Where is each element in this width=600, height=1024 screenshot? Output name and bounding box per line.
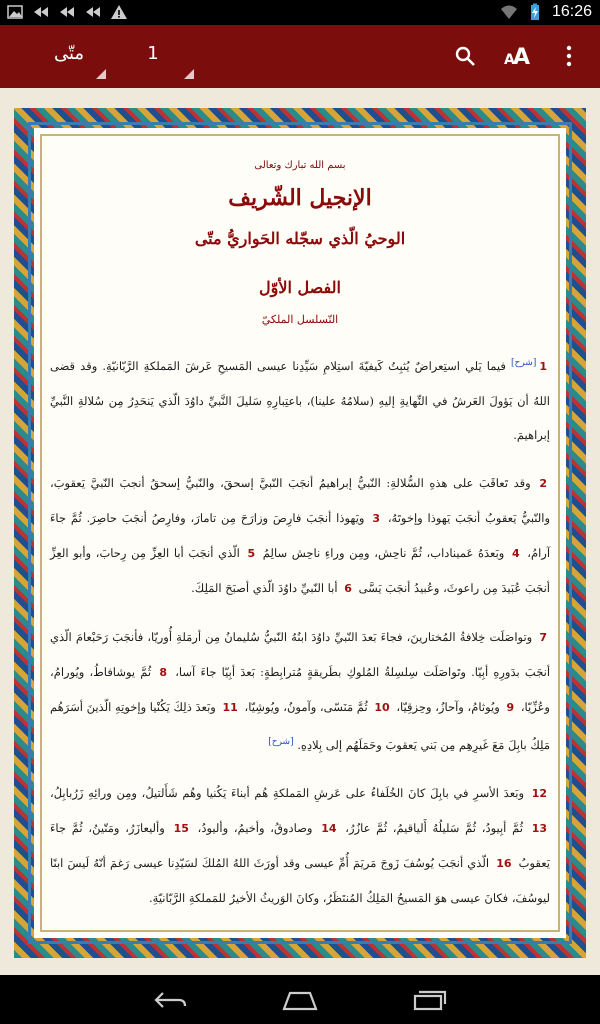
navigation-bar xyxy=(0,975,600,1024)
verse-number[interactable]: 9 xyxy=(506,700,515,714)
font-size-button[interactable] xyxy=(502,41,532,71)
dropdown-indicator-icon xyxy=(96,69,106,79)
paragraph xyxy=(50,620,550,762)
verse-number[interactable]: 5 xyxy=(247,546,256,560)
home-icon xyxy=(282,989,318,1011)
book-selector[interactable] xyxy=(30,25,108,85)
back-arrows-icon xyxy=(58,3,76,21)
book-subtitle: الوحيُ الّذي سجّله الحَواريُّ متّى xyxy=(194,229,406,248)
dropdown-indicator-icon xyxy=(184,69,194,79)
verse-text: ثُمَّ مَنَسّى، وآمونُ، ويُوشِيّا، xyxy=(244,699,368,714)
verse-number[interactable]: 6 xyxy=(344,581,352,595)
basmala: بسم الله تبارك وتعالى xyxy=(254,160,346,171)
wifi-icon xyxy=(500,3,518,21)
search-button[interactable] xyxy=(450,41,480,71)
section-title: التّسلسل الملكيّ xyxy=(261,313,339,326)
overflow-menu-button[interactable] xyxy=(554,41,584,71)
back-icon xyxy=(153,990,187,1010)
svg-text:A: A xyxy=(504,52,515,68)
verse-number[interactable]: 1 xyxy=(539,359,547,373)
verse-text: وتواصَلَت خِلافةُ المُختارينَ، فجاءَ بَعدَ النّبيِّ داوُدَ ابنُهُ النّبيُّ سُليمانُ مِن أرمَلةِ أُوريّا، فأنجَبَ رَحَبْعامَ الّذي أنجَبَ بدَورِهِ أبِيّا. وتَواصَلَت سِلسِلةُ المُلوكِ بطَريقةٍ مُترابِطةٍ: بَعدَ أبِيّا جاءَ آسا، xyxy=(50,629,551,679)
verse-text: وبَعدَ ذلِكَ يَكُنْيا وإخوتِهِ الّذينَ أسَرَهُم مَلِكُ بابِلَ مَعَ غَيرِهِم مِن بَني يَعقوبَ وحَمَلَهُم إلى بِلادِهِ. xyxy=(50,699,550,752)
book-title: الإنجيل الشّريف xyxy=(228,185,372,211)
paragraph xyxy=(50,466,550,606)
verse-text: فيما يَلي استِعراضٌ يُثبِتُ كَيفيّةَ استِلامِ سَيِّدِنا عيسى المَسيحِ عَرشَ المَملكةِ الرَّبّانيّةِ. وقد قضى اللهُ أن يَؤولَ العَرشُ في النِّهايةِ إليهِ (سلامُهُ علينا)، باعتِبارِهِ سَليلَ النَّبيِّ داوُدَ الّذي يَنحَدِرُ مِن سُلالةِ النَّبيِّ إبراهيمَ. xyxy=(50,358,550,442)
verse-number[interactable]: 13 xyxy=(531,821,548,835)
svg-text:A: A xyxy=(513,45,531,68)
recents-button[interactable] xyxy=(410,985,450,1015)
verse-number[interactable]: 8 xyxy=(159,665,167,679)
chapter-number: 1 xyxy=(147,43,159,64)
commentary-link[interactable]: [شرح] xyxy=(268,736,294,747)
verse-number[interactable]: 16 xyxy=(496,856,512,870)
ornamental-frame xyxy=(14,108,586,958)
verse-text: ويَهوذا أنجَبَ فارِصَ وزارَحَ مِن تامارَ، وفارِصُ أنجَبَ حاصِرَ. ثُمَّ جاءَ آرامُ، xyxy=(50,510,551,560)
verse-number[interactable]: 3 xyxy=(372,511,380,525)
verse-text: ثُمَّ يوشافاطُ، ويُورامُ، وعُزِّيّا، xyxy=(50,664,550,714)
chapter-title: الفصل الأوّل xyxy=(259,278,341,297)
book-name: متّى xyxy=(53,43,85,64)
verse-number[interactable]: 4 xyxy=(511,546,520,560)
home-button[interactable] xyxy=(280,985,320,1015)
search-icon xyxy=(454,45,476,67)
verse-number[interactable]: 7 xyxy=(539,630,547,644)
verse-text: الّذي أنجَبَ يُوسُفَ زَوجَ مَريَمَ أُمِّ عيسى وقد أورَثَ اللهُ المُلكَ لسَيّدِنا عيسى رَغمَ أنّهُ لَيسَ ابنًا ليوسُفَ، فكانَ عيسى هوَ المَسيحُ المَلِكُ المُنتَظَرُ، وكانَ الوَريثُ الأخيرُ للمَملكةِ الرَّبّانيّةِ. xyxy=(50,855,550,905)
status-bar xyxy=(0,0,600,25)
verse-text: وصادوقُ، وأخيمُ، وأليودُ، xyxy=(197,820,313,835)
verse-text: أبا النّبيِّ داوُدَ الّذي أصبَحَ المَلِكَ. xyxy=(191,580,338,595)
verse-text: ويُوثامُ، وآحازُ، وحِزقِيّا، xyxy=(396,699,500,714)
clock: 16:26 xyxy=(551,3,592,20)
app-bar xyxy=(0,25,600,88)
chapter-selector[interactable] xyxy=(110,25,196,85)
verse-text: وبَعدَهُ عَميناداب، ثُمَّ ناحِش، ومِن وراءِ ناحِش سالِمُ xyxy=(262,545,505,560)
paragraph xyxy=(50,776,550,915)
back-button[interactable] xyxy=(150,985,190,1015)
verse-number[interactable]: 12 xyxy=(531,786,547,800)
verse-text: وقد تَعاقَبَ على هذهِ السُّلالةِ: النّبيُّ إبراهيمُ أنجَبَ النّبيَّ إسحقَ، والنّبيُّ إسحقُ أنجبَ النّبيَّ يَعقوبَ، والنّبيُّ يَعقوبُ أنجَبَ يَهوذا وإخوتَهُ، xyxy=(50,475,551,525)
scripture-content[interactable] xyxy=(48,142,552,924)
verse-number[interactable]: 14 xyxy=(321,821,337,835)
verse-text: وأليعازَرُ، ومَتّينُ، ثُمَّ جاءَ يَعقوبُ xyxy=(50,820,550,870)
back-arrows-icon xyxy=(84,3,102,21)
verse-text: ثُمَّ أبِيودُ، ثُمَّ سَليلُهُ أَلياقيمُ، ثُمَّ عازُرُ، xyxy=(345,820,523,835)
warning-icon xyxy=(110,3,128,21)
font-size-icon xyxy=(503,44,531,68)
verse-number[interactable]: 11 xyxy=(222,700,238,714)
verse-number[interactable]: 10 xyxy=(374,700,390,714)
back-arrows-icon xyxy=(32,3,50,21)
overflow-menu-icon xyxy=(565,45,573,67)
paragraph xyxy=(50,346,550,452)
commentary-link[interactable]: [شرح] xyxy=(511,358,537,368)
verse-number[interactable]: 15 xyxy=(173,821,189,835)
recents-icon xyxy=(413,989,447,1011)
verse-text: وبَعدَ الأسرِ في بابِلَ كانَ الخُلَفاءُ على عَرشِ المَملكةِ هُم أبناءَ يَكُنيا وهُم شَأَلتيلُ، ومِن ورائِهِ زَرُبابِلُ، xyxy=(50,785,524,800)
battery-charging-icon xyxy=(526,3,544,21)
verse-number[interactable]: 2 xyxy=(539,476,548,490)
image-icon xyxy=(6,3,24,21)
verse-text: الّذي أنجَبَ أبا العِزِّ مِن رِحابَ، وأبو العِزِّ أنجَبَ عُبَيدَ مِن راعوثَ، وعُبيدُ أنجَبَ يَسَّى xyxy=(50,545,550,595)
